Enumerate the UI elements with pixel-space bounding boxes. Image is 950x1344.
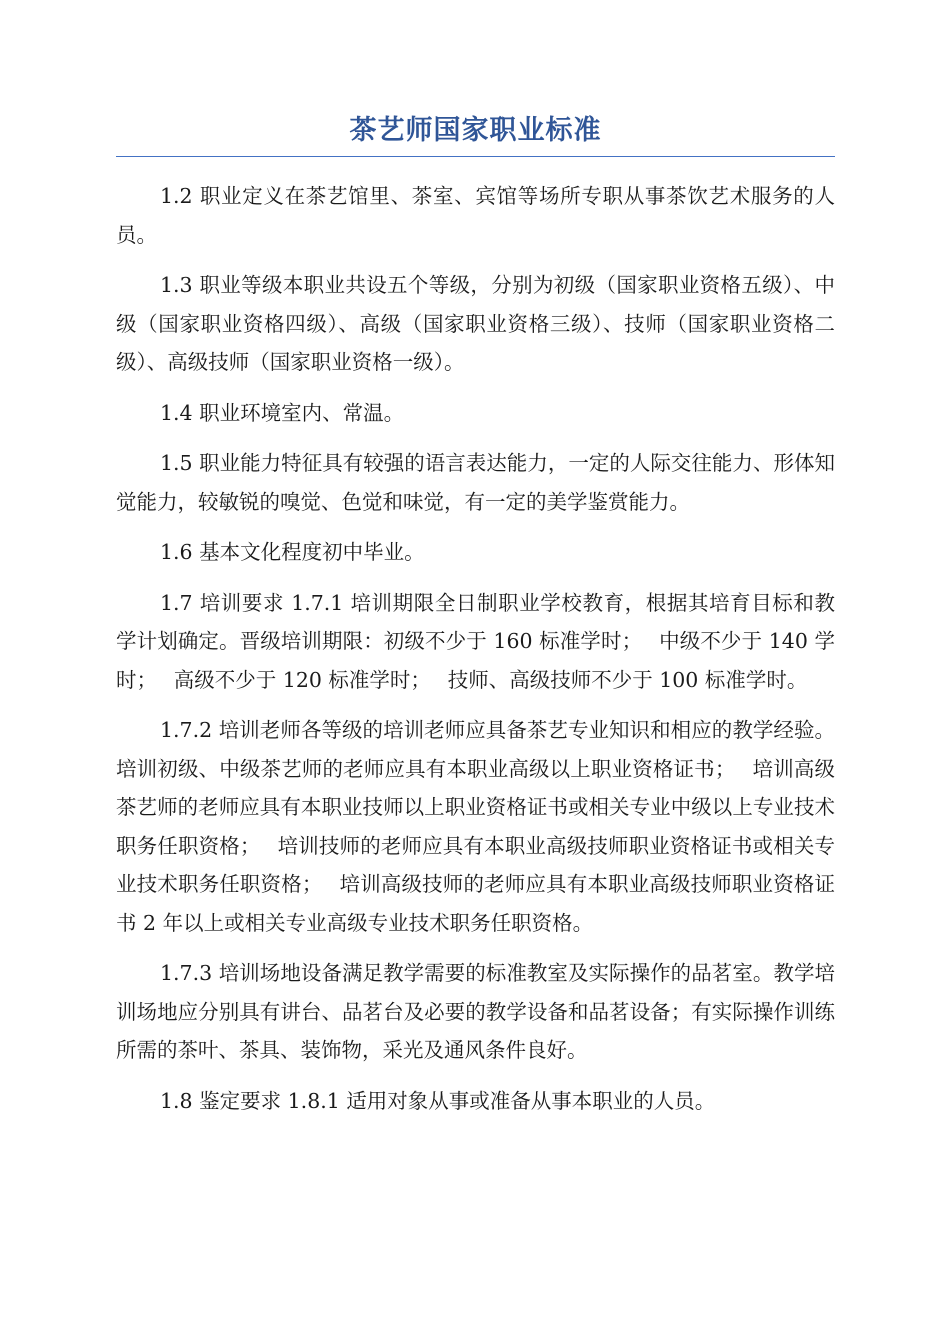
paragraph-1-7-2: 1.7.2 培训老师各等级的培训老师应具备茶艺专业知识和相应的教学经验。培训初级、中级茶艺师的老师应具有本职业高级以上职业资格证书； 培训高级茶艺师的老师应具有本职业技师以上职业资格证书或相关专业中级以上专业技术职务任职资格； 培训技师的老师应具有本职业高级技师职业资格证书或相关专业技术职务任职资格； 培训高级技师的老师应具有本职业高级技师职业资格证书 2 年以上或相关专业高级专业技术职务任职资格。 [116, 718, 835, 935]
paragraph-1-7: 1.7 培训要求 1.7.1 培训期限全日制职业学校教育，根据其培育目标和教学计划确定。晋级培训期限：初级不少于 160 标准学时； 中级不少于 140 学时； 高级不少于 120 标准学时； 技师、高级技师不少于 100 标准学时。 [116, 590, 835, 692]
paragraph-1-3: 1.3 职业等级本职业共设五个等级，分别为初级（国家职业资格五级）、中级（国家职业资格四级）、高级（国家职业资格三级）、技师（国家职业资格二级）、高级技师（国家职业资格一级）。 [116, 273, 835, 374]
paragraph-1-8: 1.8 鉴定要求 1.8.1 适用对象从事或准备从事本职业的人员。 [160, 1088, 716, 1113]
paragraph-1-6: 1.6 基本文化程度初中毕业。 [160, 540, 425, 564]
paragraph-1-7-3: 1.7.3 培训场地设备满足教学需要的标准教室及实际操作的品茗室。教学培训场地应分别具有讲台、品茗台及必要的教学设备和品茗设备；有实际操作训练所需的茶叶、茶具、装饰物，采光及通风条件良好。 [116, 961, 835, 1062]
document-body [116, 177, 835, 1120]
page-title: 茶艺师国家职业标准 [116, 112, 835, 157]
paragraph-1-4: 1.4 职业环境室内、常温。 [160, 400, 405, 425]
document-page [116, 112, 835, 1132]
paragraph-1-2: 1.2 职业定义在茶艺馆里、茶室、宾馆等场所专职从事茶饮艺术服务的人员。 [116, 184, 835, 247]
paragraph-1-5: 1.5 职业能力特征具有较强的语言表达能力，一定的人际交往能力、形体知觉能力，较敏锐的嗅觉、色觉和味觉，有一定的美学鉴赏能力。 [116, 451, 835, 514]
